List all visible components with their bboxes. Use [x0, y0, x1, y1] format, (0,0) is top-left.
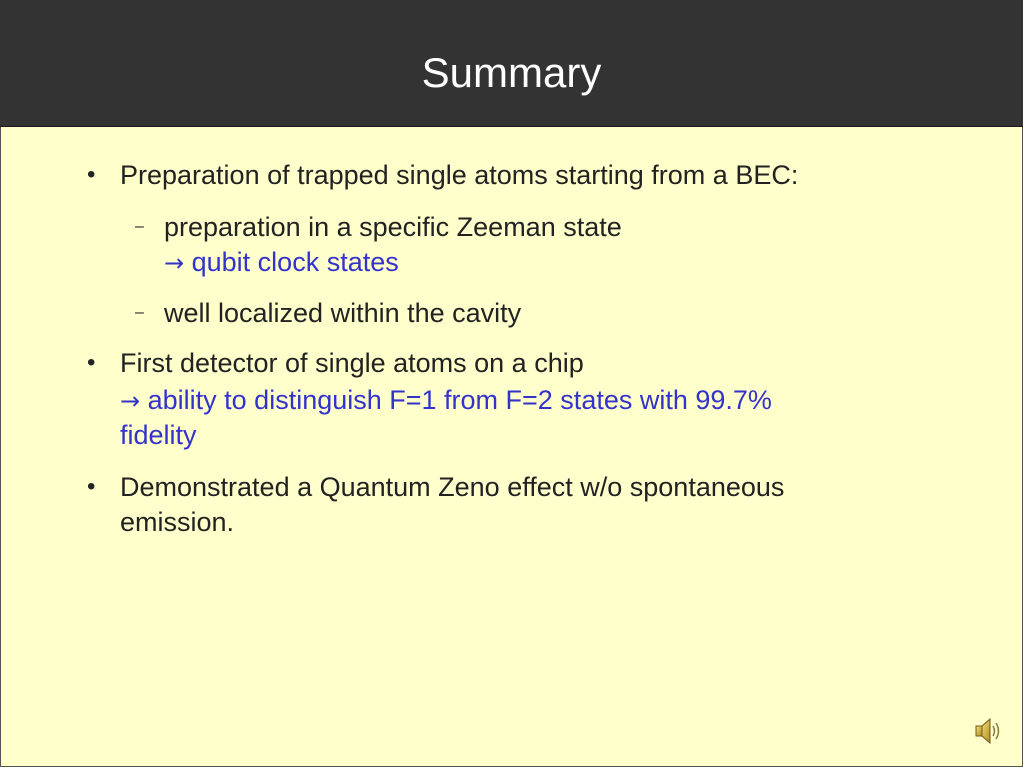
bullet-1-text: Preparation of trapped single atoms starting from a BEC: — [120, 160, 799, 190]
title-bar — [0, 0, 1023, 127]
sub-bullet-1-result — [164, 245, 399, 280]
bullet-2-result — [120, 383, 772, 418]
speaker-icon[interactable] — [973, 714, 1003, 748]
bullet-2-result-text: ability to distinguish F=1 from F=2 states with 99.7% — [147, 385, 772, 415]
sub-bullet-2-text: well localized within the cavity — [164, 298, 522, 328]
sub-bullet-marker: – — [135, 218, 144, 235]
content-area — [0, 127, 1023, 767]
arrow-icon: → — [120, 387, 141, 415]
bullet-marker: • — [87, 349, 96, 376]
arrow-icon: → — [164, 249, 185, 277]
sub-bullet-1-result-text: qubit clock states — [191, 247, 399, 277]
bullet-2-text: First detector of single atoms on a chip — [120, 348, 584, 378]
slide-title: Summary — [421, 49, 602, 96]
bullet-marker: • — [87, 473, 96, 500]
bullet-3-text-continued: emission. — [120, 507, 235, 537]
sub-bullet-marker: – — [135, 304, 144, 321]
bullet-3-text: Demonstrated a Quantum Zeno effect w/o spontaneous — [120, 472, 785, 502]
bullet-2-result-continued: fidelity — [120, 420, 197, 450]
sub-bullet-1-text: preparation in a specific Zeeman state — [164, 212, 622, 242]
bullet-marker: • — [87, 161, 96, 188]
